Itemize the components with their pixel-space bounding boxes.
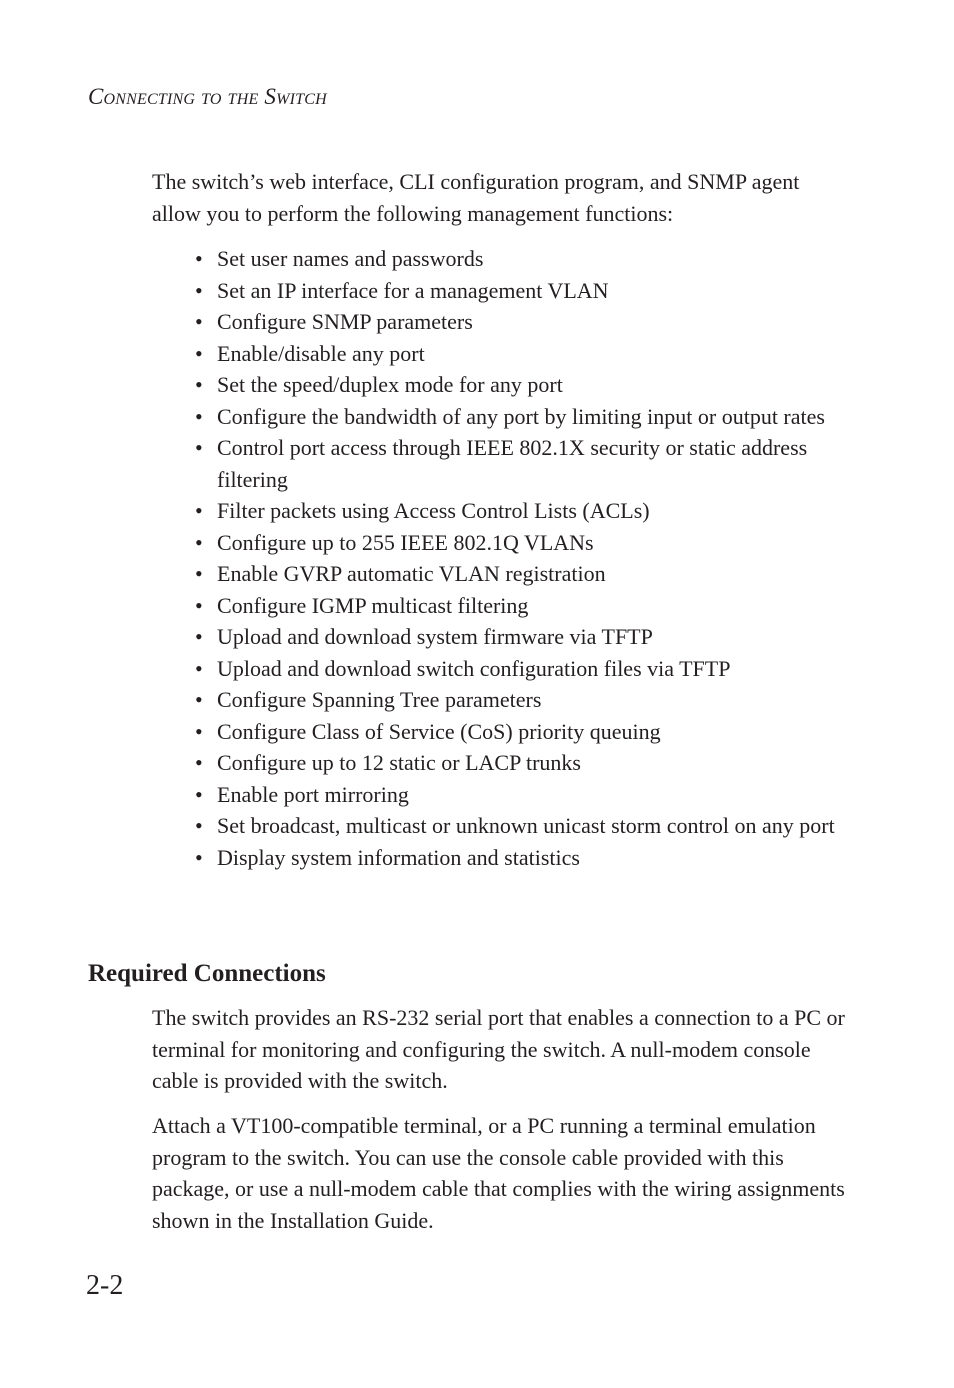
list-item-text: Enable/disable any port: [217, 340, 425, 366]
page-number: 2-2: [86, 1270, 124, 1301]
bullet-icon: •: [195, 655, 203, 681]
bullet-icon: •: [195, 561, 203, 586]
list-item: [195, 275, 855, 307]
list-item: [195, 590, 855, 622]
intro-paragraph: The switch’s web interface, CLI configuration program, and SNMP agent allow you to perform the following management functions:: [152, 169, 800, 226]
list-item: [195, 779, 855, 811]
list-item: [195, 716, 855, 748]
list-item: [195, 243, 855, 275]
bullet-icon: •: [195, 624, 203, 649]
list-item: [195, 653, 855, 685]
list-item-text: Set broadcast, multicast or unknown unicast storm control on any port: [217, 813, 835, 838]
bullet-icon: •: [195, 309, 203, 334]
list-item-text: Upload and download switch configuration files via TFTP: [217, 655, 731, 681]
list-item-text: Enable port mirroring: [217, 781, 409, 807]
list-item-text: Configure up to 255 IEEE 802.1Q VLANs: [217, 529, 594, 555]
list-item-text: Configure Class of Service (CoS) priority queuing: [217, 718, 661, 744]
bullet-icon: •: [195, 498, 203, 523]
list-item-text: Set an IP interface for a management VLAN: [217, 277, 609, 303]
list-item-text: Display system information and statistics: [217, 844, 580, 870]
list-item: [195, 842, 855, 874]
bullet-icon: •: [195, 403, 203, 429]
bullet-icon: •: [195, 718, 203, 744]
list-item: [195, 747, 855, 779]
list-item-text: Upload and download system firmware via TFTP: [217, 624, 653, 649]
bullet-icon: •: [195, 372, 203, 397]
bullet-icon: •: [195, 750, 203, 775]
bullet-icon: •: [195, 781, 203, 807]
list-item: [195, 338, 855, 370]
list-item-text: Set the speed/duplex mode for any port: [217, 372, 563, 397]
list-item: [195, 621, 855, 653]
list-item: [195, 495, 855, 527]
list-item-text: Enable GVRP automatic VLAN registration: [217, 561, 606, 586]
list-item: [195, 684, 855, 716]
list-item-text: Configure IGMP multicast filtering: [217, 592, 529, 618]
bullet-icon: •: [195, 592, 203, 618]
bullet-icon: •: [195, 277, 203, 303]
list-item-text: Configure up to 12 static or LACP trunks: [217, 750, 581, 775]
list-item: [195, 369, 855, 401]
list-item-text: Control port access through IEEE 802.1X security or static address filtering: [217, 435, 808, 492]
list-item: [195, 306, 855, 338]
list-item: [195, 810, 855, 842]
bullet-icon: •: [195, 687, 203, 712]
bullet-icon: •: [195, 246, 203, 271]
list-item: [195, 527, 855, 559]
section-heading: Required Connections: [88, 960, 326, 987]
bullet-icon: •: [195, 813, 203, 838]
bullet-icon: •: [195, 340, 203, 366]
body-paragraph: Attach a VT100-compatible terminal, or a PC running a terminal emulation program to the switch. You can use the console cable provided with this package, or use a null-modem cable that complies with the wiring assignments shown in the Installation Guide.: [152, 1113, 845, 1233]
list-item: [195, 432, 855, 495]
management-functions-list: [195, 243, 855, 873]
list-item-text: Set user names and passwords: [217, 246, 484, 271]
running-header: Connecting to the Switch: [88, 84, 327, 109]
bullet-icon: •: [195, 844, 203, 870]
list-item-text: Configure Spanning Tree parameters: [217, 687, 542, 712]
list-item: [195, 558, 855, 590]
list-item-text: Configure SNMP parameters: [217, 309, 473, 334]
body-paragraph: The switch provides an RS-232 serial port that enables a connection to a PC or terminal for monitoring and configuring the switch. A null-modem console cable is provided with the switch.: [152, 1005, 845, 1093]
bullet-icon: •: [195, 529, 203, 555]
bullet-icon: •: [195, 435, 203, 460]
list-item-text: Filter packets using Access Control Lists (ACLs): [217, 498, 650, 523]
list-item: [195, 401, 855, 433]
list-item-text: Configure the bandwidth of any port by limiting input or output rates: [217, 403, 825, 429]
